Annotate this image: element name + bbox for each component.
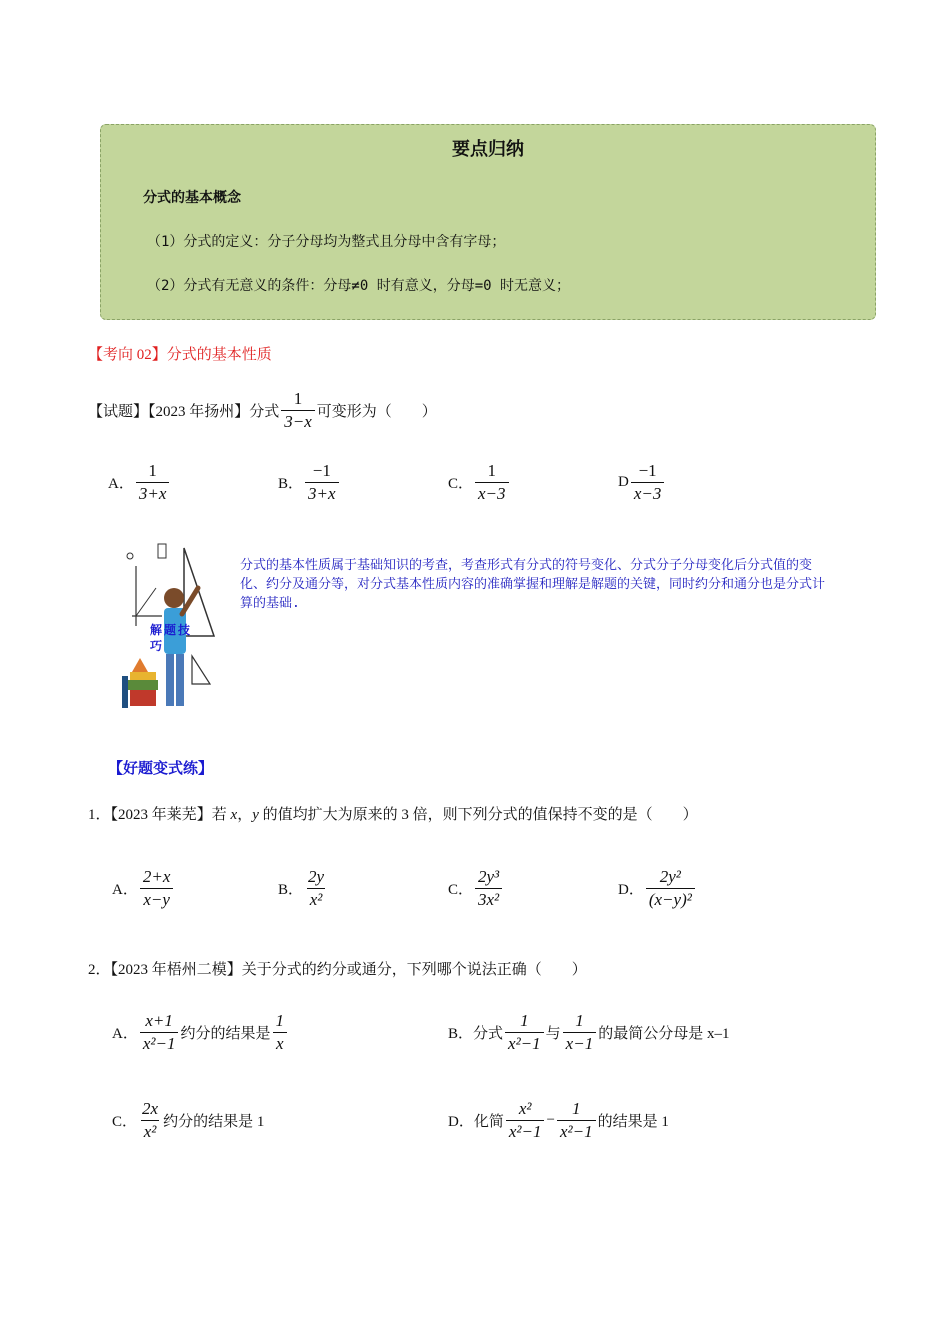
frac-den: x−3 — [475, 482, 509, 505]
frac-den: 3x² — [475, 888, 502, 911]
frac-num: 2y² — [659, 867, 681, 886]
q1-source: 【2023 年莱芜】 — [110, 807, 212, 823]
frac-num: 2y — [308, 867, 325, 886]
q2-source: 【2023 年梧州二模】 — [110, 962, 242, 978]
frac-num: −1 — [638, 461, 657, 480]
frac-num: 1 — [520, 1011, 529, 1030]
option-fraction — [475, 460, 509, 505]
frac-num: 2+x — [142, 867, 171, 886]
frac-den: 3+x — [305, 482, 339, 505]
exam-question — [88, 388, 437, 433]
option-fraction — [475, 866, 502, 911]
question-1 — [88, 803, 698, 824]
question-frac-num: 1 — [293, 389, 303, 408]
q2-number: 2． — [88, 962, 111, 978]
option-fraction — [646, 866, 695, 911]
option-label: A． — [112, 882, 138, 898]
frac-den: x−1 — [563, 1032, 597, 1055]
q2-option-a[interactable] — [112, 1010, 289, 1055]
frac-den: x² — [307, 888, 326, 911]
option-text: 的最简公分母是 x–1 — [598, 1026, 730, 1042]
option-label: B． — [448, 1026, 474, 1042]
option-text: 与 — [545, 1026, 561, 1042]
option-label: B． — [278, 476, 304, 492]
option-label: C． — [448, 476, 474, 492]
section-heading-02: 【考向 02】分式的基本性质 — [88, 347, 272, 363]
question-frac-den: 3−x — [281, 410, 315, 433]
question-suffix: 可变形为（ ） — [316, 404, 437, 420]
q1-number: 1． — [88, 807, 111, 823]
frac-num: 1 — [575, 1011, 584, 1030]
question-prefix: 【试题】【2023 年扬州】分式 — [88, 404, 280, 420]
option-fraction — [140, 1010, 179, 1055]
option-fraction — [505, 1010, 544, 1055]
option-label: C． — [112, 1114, 138, 1130]
q2-option-d[interactable] — [448, 1098, 669, 1143]
q2-text: 关于分式的约分或通分，下列哪个说法正确（ ） — [241, 962, 587, 978]
tip-text: 分式的基本性质属于基础知识的考查，考查形式有分式的符号变化、分式分子分母变化后分式值的变化、约分及通分等，对分式基本性质内容的准确掌握和理解是解题的关键，同时约分和通分也是分式计算的基础. — [240, 558, 826, 611]
q1-option-a[interactable] — [112, 866, 175, 911]
option-a[interactable] — [108, 460, 171, 505]
option-b[interactable] — [278, 460, 341, 505]
q1-text-b: 的值均扩大为原来的 3 倍，则下列分式的值保持不变的是（ ） — [258, 807, 698, 823]
q1-text-a: 若 — [211, 807, 231, 823]
frac-num: 1 — [275, 1011, 284, 1030]
tip-badge: 解题技巧 — [150, 623, 193, 653]
option-fraction — [563, 1010, 597, 1055]
frac-num: 2y³ — [478, 867, 500, 886]
question-fraction — [281, 388, 315, 433]
frac-den: x−y — [140, 888, 173, 911]
summary-item-1: （1）分式的定义：分子分母均为整式且分母中含有字母； — [147, 234, 506, 250]
option-fraction — [140, 866, 174, 911]
frac-den: x²−1 — [140, 1032, 179, 1055]
option-text: 约分的结果是 — [180, 1026, 271, 1042]
frac-num: 1 — [487, 461, 497, 480]
option-fraction — [631, 460, 665, 505]
option-c[interactable] — [448, 460, 511, 505]
option-label: A． — [108, 476, 134, 492]
option-fraction — [272, 1010, 287, 1055]
option-text: 约分的结果是 1 — [163, 1114, 265, 1130]
option-label: D． — [618, 882, 644, 898]
option-fraction — [136, 460, 170, 505]
option-label: B． — [278, 882, 304, 898]
option-fraction — [139, 1098, 161, 1143]
q1-option-b[interactable] — [278, 866, 329, 911]
option-label: C． — [448, 882, 474, 898]
frac-den: x²−1 — [505, 1032, 544, 1055]
option-label: D． — [448, 1114, 474, 1130]
option-label: D — [618, 474, 629, 490]
frac-den: x — [273, 1032, 287, 1055]
q2-option-c[interactable] — [112, 1098, 264, 1143]
summary-item-2: （2）分式有无意义的条件：分母≠0 时有意义，分母=0 时无意义； — [147, 278, 570, 294]
summary-subtitle: 分式的基本概念 — [143, 190, 241, 206]
q2-option-b[interactable] — [448, 1010, 729, 1055]
frac-num: −1 — [312, 461, 331, 480]
practice-heading: 【好题变式练】 — [108, 761, 214, 777]
option-label: A． — [112, 1026, 138, 1042]
frac-num: 2x — [142, 1099, 159, 1118]
frac-num: x² — [518, 1099, 532, 1118]
frac-den: 3+x — [136, 482, 170, 505]
option-operator: − — [546, 1112, 555, 1128]
frac-den: x−3 — [631, 482, 665, 505]
q1-sep: ， — [237, 807, 253, 823]
option-fraction — [506, 1098, 545, 1143]
q1-var-x: x — [230, 807, 238, 823]
frac-den: x² — [141, 1120, 160, 1143]
frac-num: 1 — [148, 461, 157, 480]
frac-den: (x−y)² — [646, 888, 695, 911]
option-text: 化简 — [473, 1114, 504, 1130]
option-fraction — [305, 866, 327, 911]
frac-den: x²−1 — [506, 1120, 545, 1143]
option-text: 的结果是 1 — [597, 1114, 669, 1130]
q1-option-c[interactable] — [448, 866, 504, 911]
q1-option-d[interactable] — [618, 866, 697, 911]
option-d[interactable] — [618, 460, 666, 505]
option-fraction — [557, 1098, 596, 1143]
question-2 — [88, 958, 587, 979]
summary-title: 要点归纳 — [452, 139, 524, 160]
summary-box — [100, 124, 876, 320]
frac-num: x+1 — [145, 1011, 173, 1030]
frac-den: x²−1 — [557, 1120, 596, 1143]
option-fraction — [305, 460, 339, 505]
option-text: 分式 — [473, 1026, 504, 1042]
q1-var-y: y — [252, 807, 259, 823]
frac-num: 1 — [572, 1099, 581, 1118]
